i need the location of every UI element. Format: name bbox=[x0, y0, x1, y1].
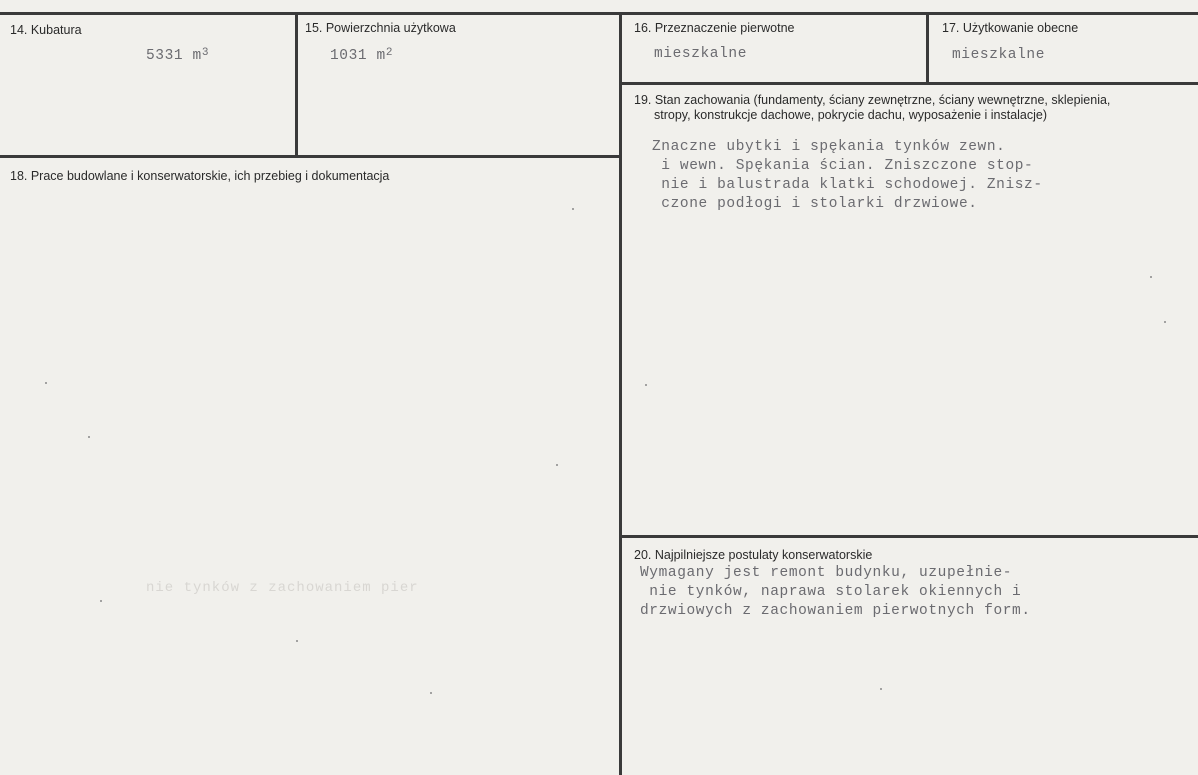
paper-speck bbox=[572, 208, 574, 210]
area-unit-exponent: 2 bbox=[385, 47, 394, 59]
field-14-label: 14. Kubatura bbox=[10, 23, 82, 37]
area-value: 1031 m bbox=[330, 48, 386, 64]
field-19-label-line1: 19. Stan zachowania (fundamenty, ściany zewnętrzne, ściany wewnętrzne, sklepienia, bbox=[634, 93, 1111, 107]
paper-speck bbox=[296, 640, 298, 642]
paper-speck bbox=[1150, 276, 1152, 278]
rule-under-16-17 bbox=[619, 82, 1198, 85]
field-17-label: 17. Użytkowanie obecne bbox=[942, 21, 1079, 35]
paper-speck bbox=[45, 382, 47, 384]
paper-speck bbox=[88, 436, 90, 438]
field-18-faded-text: nie tynków z zachowaniem pier bbox=[146, 580, 419, 596]
paper-speck bbox=[880, 688, 882, 690]
paper-speck bbox=[556, 464, 558, 466]
divider-14-15 bbox=[295, 12, 298, 157]
field-19-label-line2: stropy, konstrukcje dachowe, pokrycie dachu, wyposażenie i instalacje) bbox=[654, 108, 1048, 122]
field-20-label: 20. Najpilniejsze postulaty konserwatorskie bbox=[634, 548, 873, 562]
rule-under-19 bbox=[619, 535, 1198, 538]
paper-speck bbox=[645, 384, 647, 386]
center-divider bbox=[619, 12, 622, 775]
paper-speck bbox=[1164, 321, 1166, 323]
volume-value: 5331 m bbox=[146, 48, 202, 64]
rule-under-14-15 bbox=[0, 155, 622, 158]
top-rule bbox=[0, 12, 1198, 15]
paper-speck bbox=[100, 600, 102, 602]
field-16-label: 16. Przeznaczenie pierwotne bbox=[634, 21, 795, 35]
field-17-value: mieszkalne bbox=[952, 47, 1046, 63]
paper-speck bbox=[430, 692, 432, 694]
volume-unit-exponent: 3 bbox=[201, 47, 210, 59]
divider-16-17 bbox=[926, 12, 929, 84]
field-20-text: Wymagany jest remont budynku, uzupełnie- nie tynków, naprawa stolarek okiennych i drzwiowych z zachowaniem pierwotnych form. bbox=[640, 565, 1031, 619]
field-15-label: 15. Powierzchnia użytkowa bbox=[305, 21, 456, 35]
field-19-text: Znaczne ubytki i spękania tynków zewn. i wewn. Spękania ścian. Zniszczone stop- nie i balustrada klatki schodowej. Znisz- czone podłogi i stolarki drzwiowe. bbox=[652, 139, 1043, 212]
field-18-label: 18. Prace budowlane i konserwatorskie, ich przebieg i dokumentacja bbox=[10, 169, 390, 183]
field-16-value: mieszkalne bbox=[654, 46, 748, 62]
field-14-value bbox=[146, 48, 209, 64]
field-15-value bbox=[330, 48, 393, 64]
